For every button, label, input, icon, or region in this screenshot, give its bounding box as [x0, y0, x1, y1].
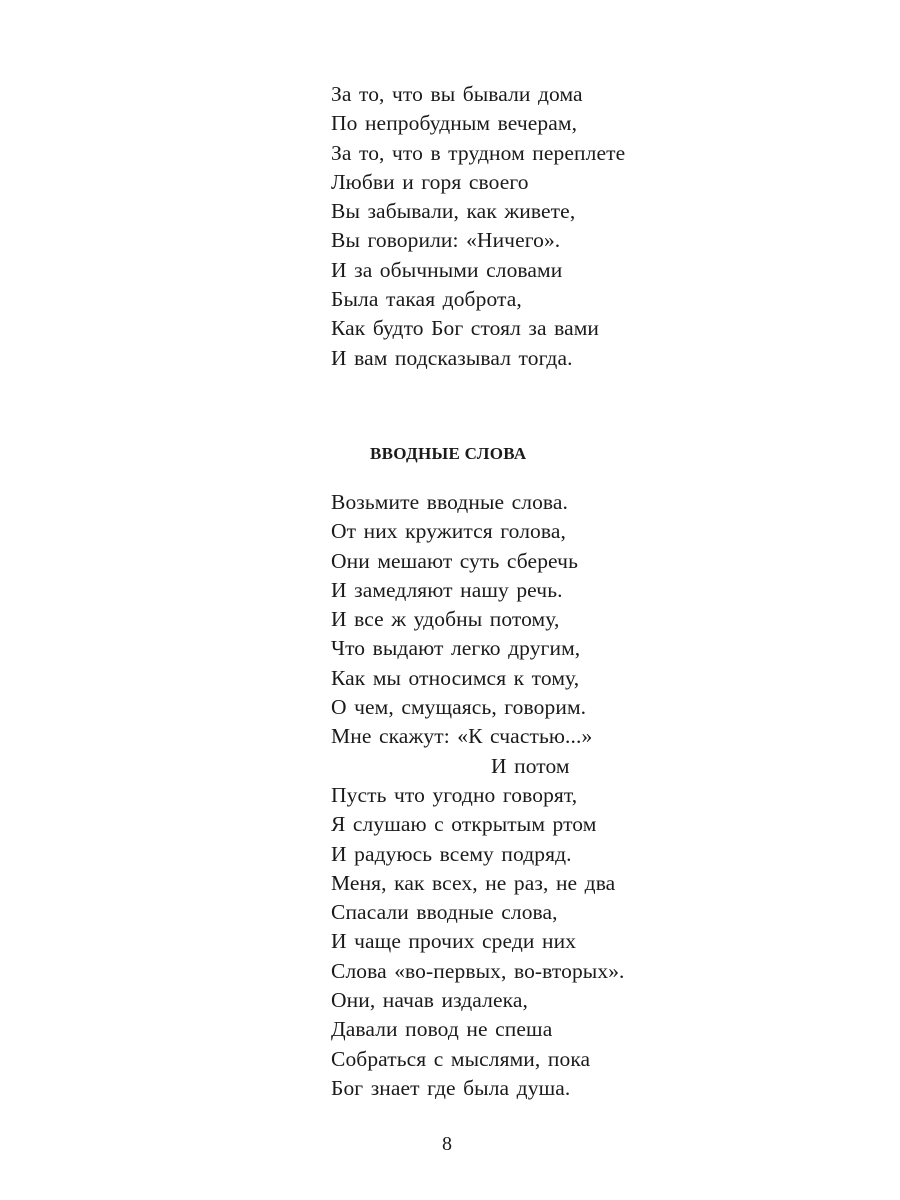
page-number: 8	[442, 1133, 452, 1155]
poem-line: И радуюсь всему подряд.	[331, 841, 572, 866]
poem-line: Они мешают суть сберечь	[331, 548, 578, 573]
poem-line: Любви и горя своего	[331, 169, 529, 194]
poem-line: Бог знает где была душа.	[331, 1075, 571, 1100]
poem-line: Вы забывали, как живете,	[331, 199, 576, 224]
poem-line: Мне скажут: «К счастью...»	[331, 724, 593, 749]
poem-line: Что выдают легко другим,	[331, 636, 581, 661]
poem-line: И все ж удобны потому,	[331, 607, 560, 632]
poem-line: Как будто Бог стоял за вами	[331, 316, 600, 341]
poem-line: От них кружится голова,	[331, 519, 566, 544]
poem-line: И вам подсказывал тогда.	[331, 345, 573, 370]
poem-line: Собраться с мыслями, пока	[331, 1046, 591, 1071]
poem-line: Спасали вводные слова,	[331, 900, 558, 925]
poem-continued-stanza	[331, 80, 625, 373]
poem-line: О чем, смущаясь, говорим.	[331, 695, 587, 720]
poem-line: Они, начав издалека,	[331, 988, 528, 1013]
poem-line: И чаще прочих среди них	[331, 929, 577, 954]
poem-title: ВВОДНЫЕ СЛОВА	[370, 444, 527, 463]
poem-line: За то, что вы бывали дома	[331, 82, 583, 106]
poem-line-indented: И потом	[491, 753, 570, 778]
poem-line: И за обычными словами	[331, 257, 563, 282]
poem-line: Слова «во-первых, во-вторых».	[331, 958, 625, 983]
poem-line: Как мы относимся к тому,	[331, 665, 580, 690]
poem-line: Меня, как всех, не раз, не два	[331, 870, 616, 895]
poem-line: За то, что в трудном переплете	[331, 140, 626, 165]
poem-line: Была такая доброта,	[331, 287, 522, 312]
poem-line: Возьмите вводные слова.	[331, 490, 569, 514]
poem-line: Вы говорили: «Ничего».	[331, 228, 561, 253]
poem-body	[331, 488, 625, 1103]
poem-line: Давали повод не спеша	[331, 1017, 553, 1042]
poem-line: Я слушаю с открытым ртом	[331, 812, 597, 837]
poem-line: По непробудным вечерам,	[331, 111, 578, 136]
poem-line: Пусть что угодно говорят,	[331, 782, 578, 807]
poem-line: И замедляют нашу речь.	[331, 577, 563, 602]
